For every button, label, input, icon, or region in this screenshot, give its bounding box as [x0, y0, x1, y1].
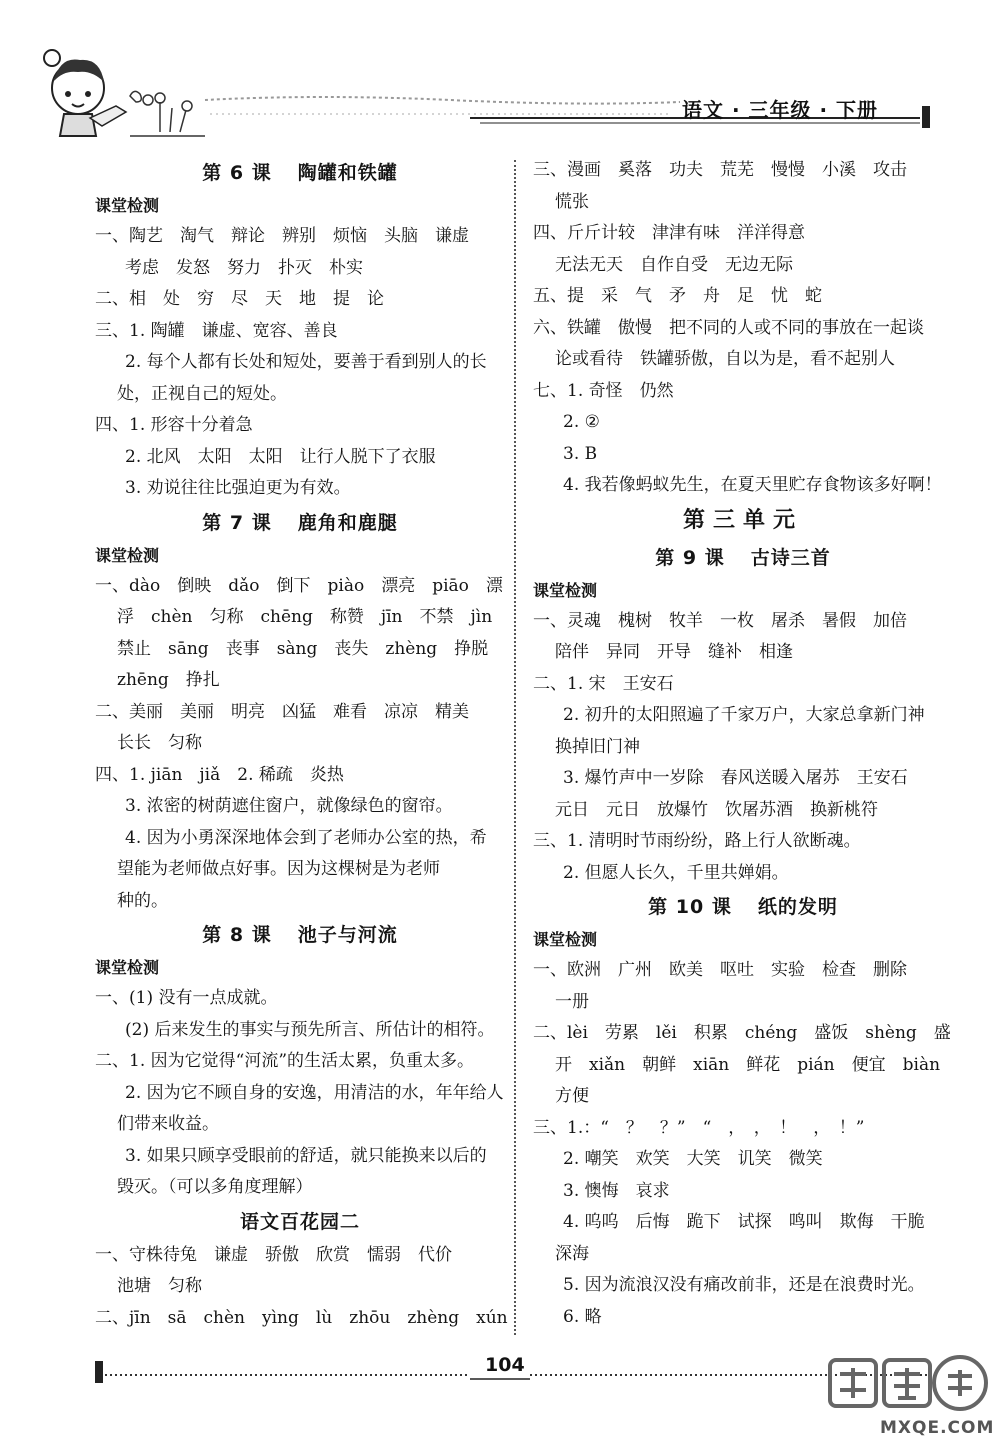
lesson-heading — [95, 505, 505, 541]
lesson-number: 第 7 课 — [202, 511, 272, 534]
lesson-number: 第 6 课 — [202, 162, 272, 184]
left-column — [95, 155, 508, 1334]
answer-line: 二、1. 因为它觉得“河流”的生活太累，负重太多。 — [95, 1051, 475, 1071]
girl-watering-flowers-icon — [30, 36, 210, 146]
answer-line: 一、守株待兔 谦虚 骄傲 欣赏 懦弱 代价 — [95, 1244, 452, 1265]
answer-line: 2. 每个人都有长处和短处，要善于看到别人的长 — [125, 352, 487, 372]
answer-line: 三、1. 陶罐 谦虚、宽容、善良 — [95, 320, 338, 341]
answer-line: 考虑 发怒 努力 扑灭 朴实 — [125, 257, 363, 278]
answer-line: 论或看待 铁罐骄傲，自以为是，看不起别人 — [555, 349, 895, 369]
answer-line: 二、美丽 美丽 明亮 凶猛 难看 凉凉 精美 — [95, 701, 469, 722]
answer-line: 4. 我若像蚂蚁先生，在夏天里贮存食物该多好啊！ — [563, 475, 942, 495]
answer-line: 池塘 匀称 — [117, 1276, 202, 1296]
section-subheading: 课堂检测 — [533, 580, 598, 600]
answer-line: 3. 浓密的树荫遮住窗户，就像绿色的窗帘。 — [125, 796, 453, 816]
answer-line: 二、jīn sā chèn yìng lù zhōu zhèng xún — [95, 1307, 508, 1328]
answer-line: 二、lèi 劳累 lěi 积累 chéng 盛饭 shèng 盛 — [533, 1023, 951, 1043]
answer-line: 3. 懊悔 哀求 — [563, 1180, 670, 1201]
answer-line: 2. 因为它不顾自身的安逸，用清洁的水，年年给人 — [125, 1082, 504, 1103]
answer-line: 三、1. 清明时节雨纷纷，路上行人欲断魂。 — [533, 831, 861, 851]
lesson-heading — [533, 889, 953, 925]
answer-line: 一、欧洲 广州 欧美 呕吐 实验 检查 删除 — [533, 960, 907, 980]
lesson-title: 鹿角和鹿腿 — [297, 511, 398, 534]
answer-line: 毁灭。（可以多角度理解） — [117, 1177, 313, 1197]
lesson-heading — [95, 917, 505, 953]
answer-line: 四、1. 形容十分着急 — [95, 415, 253, 435]
answer-line: 2. 北风 太阳 太阳 让行人脱下了衣服 — [125, 446, 436, 467]
answer-line: 无法无天 自作自受 无边无际 — [555, 254, 793, 275]
answer-line: 六、铁罐 傲慢 把不同的人或不同的事放在一起谈 — [533, 317, 924, 338]
answer-line: 二、相 处 穷 尽 天 地 提 论 — [95, 289, 384, 309]
lesson-title: 纸的发明 — [757, 896, 838, 918]
answer-line: 们带来收益。 — [117, 1114, 219, 1134]
lesson-heading — [533, 540, 953, 576]
answer-line: 四、1. jiān jiǎ 2. 稀疏 炎热 — [95, 764, 344, 785]
answer-line: 一、(1) 没有一点成就。 — [95, 988, 278, 1008]
answer-line: 长长 匀称 — [117, 733, 202, 753]
section-subheading: 课堂检测 — [95, 545, 160, 565]
lesson-number: 第 10 课 — [648, 896, 732, 918]
lesson-title: 陶罐和铁罐 — [297, 162, 398, 184]
lesson-heading — [95, 1204, 505, 1240]
column-divider — [514, 160, 516, 1335]
answer-line: 一、陶艺 淘气 辩论 辨别 烦恼 头脑 谦虚 — [95, 226, 469, 246]
watermark-text: MXQE.COM — [880, 1418, 995, 1438]
answer-line: 3. 劝说往往比强迫更为有效。 — [125, 478, 351, 498]
answer-line: 二、1. 宋 王安石 — [533, 673, 674, 694]
answer-line: 3. 如果只顾享受眼前的舒适，就只能换来以后的 — [125, 1145, 487, 1166]
lesson-title: 古诗三首 — [750, 546, 831, 569]
page-header — [0, 0, 1000, 150]
answer-line: 慌张 — [555, 191, 589, 212]
answer-line: zhēng 挣扎 — [117, 670, 220, 690]
answer-line: 一、灵魂 槐树 牧羊 一枚 屠杀 暑假 加倍 — [533, 610, 907, 631]
answer-line: 陪伴 异同 开导 缝补 相逢 — [555, 642, 793, 662]
answer-line: 种的。 — [117, 890, 168, 911]
answer-line: 2. 初升的太阳照遍了千家万户，大家总拿新门神 — [563, 705, 925, 725]
page-number: 104 — [485, 1354, 525, 1376]
lesson-heading — [95, 155, 505, 191]
answer-line: 三、1.：“ ？ ？” “ ， ， ！ ， ！” — [533, 1117, 865, 1138]
answer-line: 3. 爆竹声中一岁除 春风送暖入屠苏 王安石 — [563, 768, 908, 788]
lesson-number: 第 8 课 — [202, 924, 272, 946]
answer-line: 开 xiǎn 朝鲜 xiān 鲜花 pián 便宜 biàn — [555, 1054, 941, 1075]
answer-line: 三、漫画 奚落 功夫 荒芜 慢慢 小溪 攻击 — [533, 160, 907, 180]
lesson-number: 第 9 课 — [655, 546, 725, 569]
answer-line: 一册 — [555, 991, 589, 1012]
lesson-title: 语文百花园二 — [239, 1210, 360, 1233]
answer-line: 深海 — [555, 1243, 589, 1264]
answer-line: 一、dào 倒映 dǎo 倒下 piào 漂亮 piāo 漂 — [95, 575, 503, 596]
right-column — [533, 155, 953, 1333]
answer-line: 2. 但愿人长久，千里共婵娟。 — [563, 862, 789, 883]
answer-line: 四、斤斤计较 津津有味 洋洋得意 — [533, 223, 805, 243]
section-subheading: 课堂检测 — [533, 930, 598, 949]
answer-line: 6. 略 — [563, 1306, 602, 1327]
answer-line: 方便 — [555, 1086, 589, 1106]
answer-line: 换掉旧门神 — [555, 736, 640, 757]
answer-line: (2) 后来发生的事实与预先所言、所估计的相符。 — [125, 1019, 495, 1040]
answer-line: 5. 因为流浪汉没有痛改前非，还是在浪费时光。 — [563, 1275, 925, 1295]
answer-line: 2. 嘲笑 欢笑 大笑 讥笑 微笑 — [563, 1149, 823, 1169]
answer-line: 元日 元日 放爆竹 饮屠苏酒 换新桃符 — [555, 799, 878, 820]
answer-line: 处，正视自己的短处。 — [117, 383, 287, 404]
answer-line: 禁止 sāng 丧事 sàng 丧失 zhèng 挣脱 — [117, 638, 489, 659]
answer-line: 五、提 采 气 矛 舟 足 忧 蛇 — [533, 286, 822, 306]
section-subheading: 课堂检测 — [95, 196, 160, 215]
lesson-title: 池子与河流 — [297, 924, 398, 946]
book-title: 语文 · 三年级 · 下册 — [682, 98, 879, 122]
unit-heading: 第三单元 — [682, 507, 803, 533]
answer-line: 2. ② — [563, 412, 600, 432]
answer-line: 七、1. 奇怪 仍然 — [533, 380, 674, 401]
section-subheading: 课堂检测 — [95, 958, 160, 977]
answer-line: 浮 chèn 匀称 chēng 称赞 jīn 不禁 jìn — [117, 607, 493, 627]
answer-line: 3. B — [563, 443, 598, 464]
answer-line: 4. 因为小勇深深地体会到了老师办公室的热，希 — [125, 827, 487, 848]
answer-line: 4. 呜呜 后悔 跪下 试探 鸣叫 欺侮 干脆 — [563, 1212, 925, 1232]
answer-line: 望能为老师做点好事。因为这棵树是为老师 — [117, 859, 440, 879]
